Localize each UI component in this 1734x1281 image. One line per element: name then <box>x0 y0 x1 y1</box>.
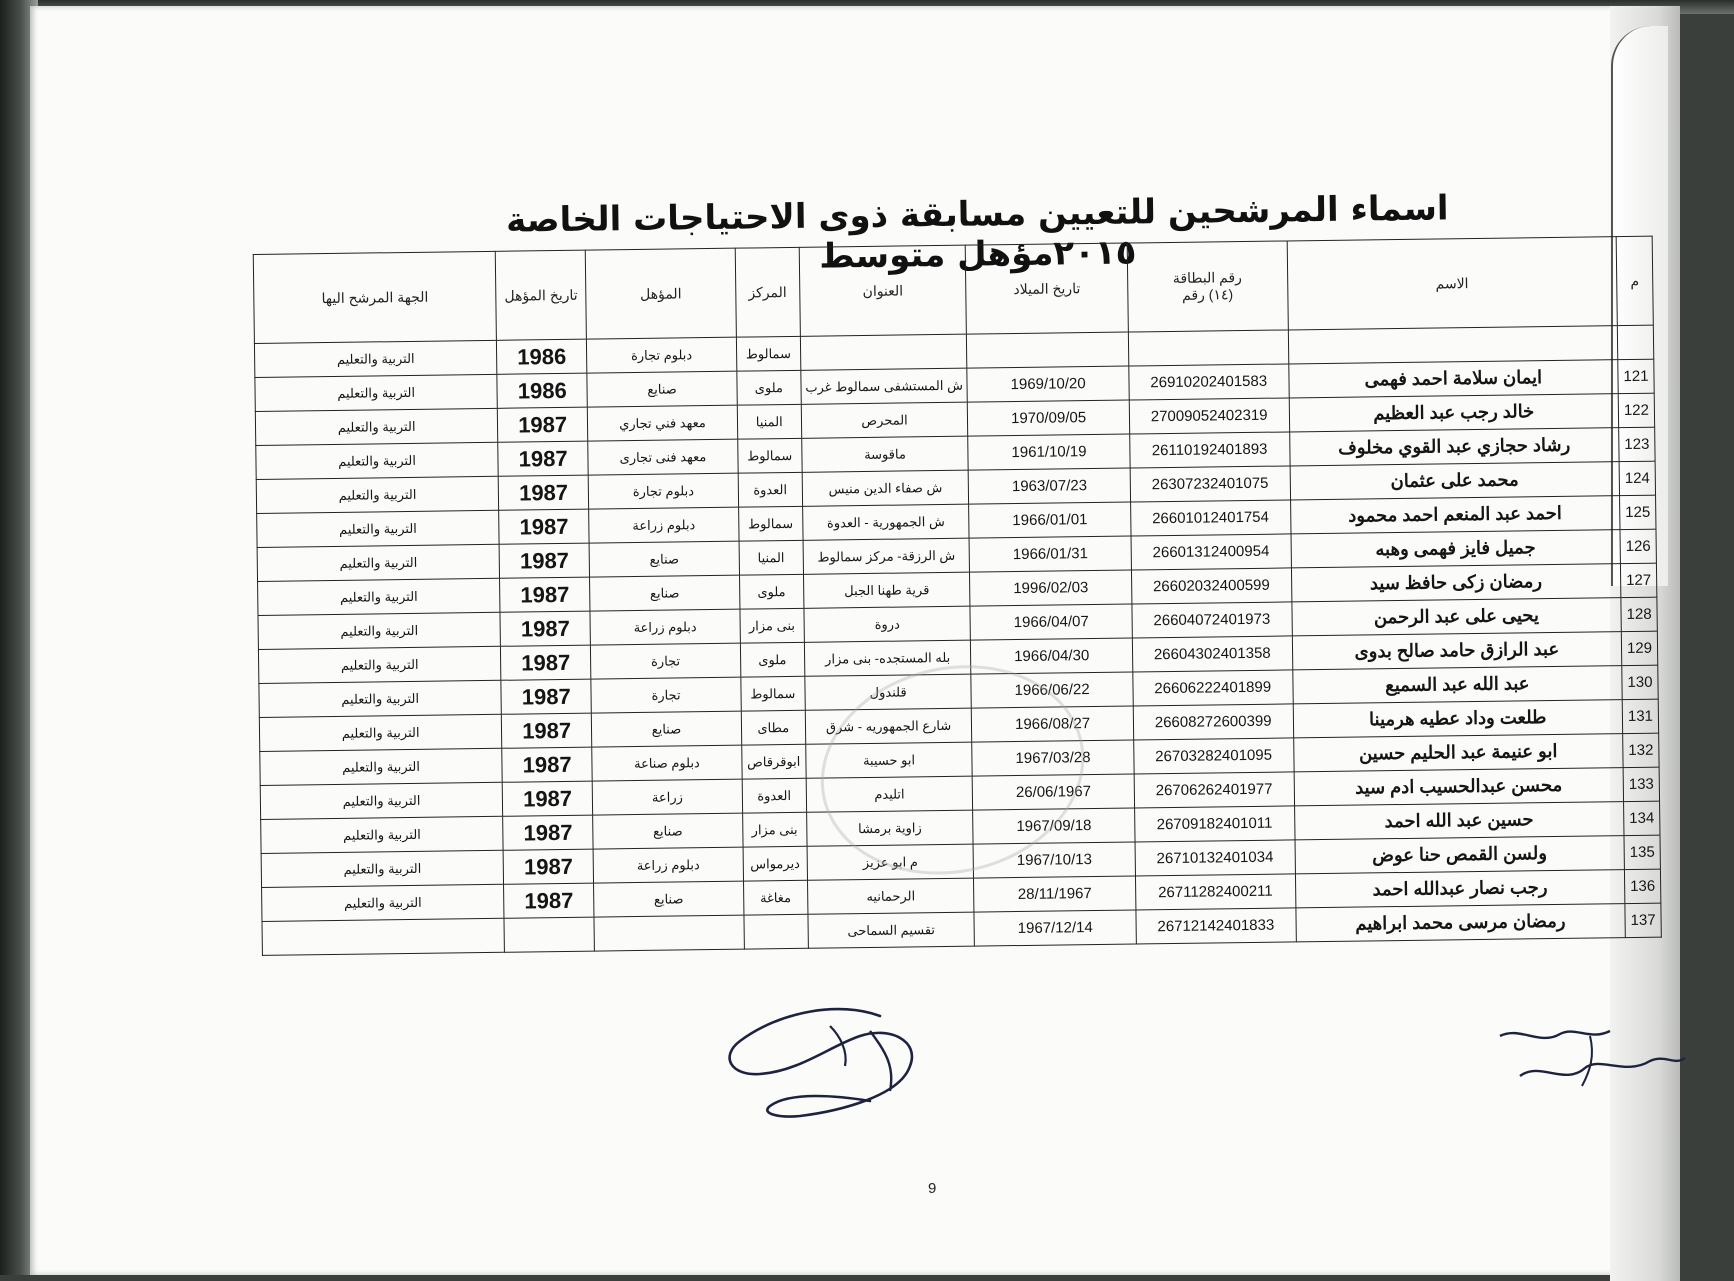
cell-qualification: دبلوم تجارة <box>588 473 738 509</box>
cell-card: 26706262401977 <box>1134 772 1294 808</box>
cell-destination: التربية والتعليم <box>261 816 504 853</box>
cell-num: 132 <box>1623 733 1659 767</box>
cell-num: 123 <box>1619 427 1655 461</box>
cell-destination: التربية والتعليم <box>260 782 503 819</box>
cell-address: ماقوسة <box>801 436 968 472</box>
header-card: رقم البطاقة (١٤) رقم <box>1127 241 1288 332</box>
cell-address: قلندول <box>805 674 972 710</box>
cell-card: 26709182401011 <box>1134 806 1294 842</box>
cell-center: مطاى <box>741 710 805 745</box>
cell-center: ملوى <box>740 642 804 677</box>
cell-center <box>744 914 808 949</box>
cell-center: العدوة <box>738 472 802 507</box>
cell-qual-year: 1987 <box>502 781 592 816</box>
header-num: م <box>1616 236 1653 325</box>
cell-qual-year: 1986 <box>497 339 587 374</box>
cell-name: ايمان سلامة احمد فهمى <box>1288 360 1618 398</box>
header-qual-year: تاريخ المؤهل <box>495 250 586 340</box>
cell-num: 133 <box>1623 767 1659 801</box>
cell-num: 126 <box>1620 529 1656 563</box>
cell-num: 135 <box>1624 835 1660 869</box>
header-birth: تاريخ الميلاد <box>966 243 1129 334</box>
cell-name: خالد رجب عبد العظيم <box>1289 394 1619 432</box>
cell-address: م ابو عزيز <box>807 844 974 880</box>
cell-qual-year: 1987 <box>501 645 591 680</box>
cell-qualification: تجارة <box>591 677 741 713</box>
cell-name: محسن عبدالحسيب ادم سيد <box>1294 768 1624 806</box>
cell-num: 127 <box>1620 563 1656 597</box>
cell-card: 26703282401095 <box>1134 738 1294 774</box>
cell-num <box>1617 325 1653 359</box>
header-address: العنوان <box>799 245 967 336</box>
sheet-content <box>252 177 1683 1016</box>
cell-name <box>1288 326 1618 364</box>
cell-qual-year: 1987 <box>502 713 592 748</box>
cell-name: رجب نصار عبدالله احمد <box>1295 870 1625 908</box>
cell-birth <box>967 332 1129 368</box>
cell-qual-year: 1987 <box>503 815 593 850</box>
cell-card: 26710132401034 <box>1135 840 1295 876</box>
cell-center: العدوة <box>742 778 806 813</box>
cell-name: يحيى على عبد الرحمن <box>1292 598 1622 636</box>
cell-qualification: تجارة <box>591 643 741 679</box>
cell-destination: التربية والتعليم <box>256 476 499 513</box>
document-title: اسماء المرشحين للتعيين مسابقة ذوى الاحتياجات الخاصة ٢٠١٥مؤهل متوسط <box>505 188 1449 277</box>
cell-card: 27009052402319 <box>1129 398 1289 434</box>
cell-birth: 1967/09/18 <box>973 808 1135 844</box>
cell-qualification: دبلوم تجارة <box>587 337 737 373</box>
cell-center: مغاغة <box>743 880 807 915</box>
cell-card: 26604072401973 <box>1132 602 1292 638</box>
cell-qual-year: 1987 <box>500 577 590 612</box>
cell-name: طلعت وداد عطيه هرمينا <box>1293 700 1623 738</box>
cell-destination: التربية والتعليم <box>259 680 502 717</box>
cell-birth: 1966/01/31 <box>969 536 1131 572</box>
cell-birth: 1996/02/03 <box>970 570 1132 606</box>
cell-qual-year: 1987 <box>498 441 588 476</box>
cell-destination <box>262 918 505 955</box>
cell-num: 128 <box>1621 597 1657 631</box>
cell-card <box>1128 330 1288 366</box>
cell-num: 122 <box>1618 393 1654 427</box>
cell-destination: التربية والتعليم <box>258 646 501 683</box>
cell-card: 26910202401583 <box>1129 364 1289 400</box>
cell-address: شارع الجمهوريه - شرق <box>805 708 972 744</box>
cell-address: المحرص <box>801 402 968 438</box>
cell-birth: 1967/10/13 <box>973 842 1135 878</box>
cell-center: ملوى <box>737 370 801 405</box>
cell-destination: التربية والتعليم <box>255 408 498 445</box>
cell-destination: التربية والتعليم <box>261 850 504 887</box>
cell-birth: 26/06/1967 <box>973 774 1135 810</box>
cell-num: 136 <box>1624 869 1660 903</box>
cell-num: 124 <box>1619 461 1655 495</box>
right-signature <box>1490 1016 1690 1106</box>
page-number: 9 <box>928 1180 937 1197</box>
header-destination: الجهة المرشح اليها <box>253 251 496 343</box>
cell-destination: التربية والتعليم <box>260 748 503 785</box>
cell-name: جميل فايز فهمى وهبه <box>1291 530 1621 568</box>
document-page <box>30 6 1680 1275</box>
cell-card: 26711282400211 <box>1135 874 1295 910</box>
header-name: الاسم <box>1287 237 1618 330</box>
cell-qualification: صنايع <box>589 541 739 577</box>
cell-address <box>800 334 967 370</box>
cell-qual-year: 1987 <box>499 543 589 578</box>
cell-birth: 1966/08/27 <box>972 706 1134 742</box>
cell-qualification: دبلوم صناعة <box>592 745 742 781</box>
cell-birth: 1969/10/20 <box>967 366 1129 402</box>
cell-qualification: زراعة <box>592 779 742 815</box>
cell-address: ش المستشفى سمالوط غرب <box>801 368 968 404</box>
header-center: المركز <box>735 247 800 337</box>
cell-address: دروة <box>804 606 971 642</box>
cell-center: المنيا <box>737 404 801 439</box>
cell-name: رمضان زكى حافظ سيد <box>1291 564 1621 602</box>
cell-address: ش الرزقة- مركز سمالوط <box>803 538 970 574</box>
cell-qualification: صنايع <box>587 371 737 407</box>
cell-destination: التربية والتعليم <box>259 714 502 751</box>
cell-destination: التربية والتعليم <box>254 340 497 377</box>
cell-center: ديرمواس <box>743 846 807 881</box>
cell-birth: 1966/01/01 <box>969 502 1131 538</box>
cell-qualification: دبلوم زراعة <box>590 609 740 645</box>
cell-name: ولسن القمص حنا عوض <box>1295 836 1625 874</box>
cell-center: بنى مزار <box>740 608 804 643</box>
cell-birth: 1966/04/30 <box>971 638 1133 674</box>
cell-qualification: معهد فنى تجارى <box>588 439 738 475</box>
cell-center: ابوقرقاص <box>742 744 806 779</box>
cell-num: 131 <box>1622 699 1658 733</box>
cell-qual-year: 1987 <box>503 849 593 884</box>
cell-qualification <box>594 915 744 951</box>
cell-birth: 1966/04/07 <box>970 604 1132 640</box>
cell-num: 137 <box>1625 903 1661 937</box>
cell-birth: 1961/10/19 <box>968 434 1130 470</box>
cell-num: 130 <box>1622 665 1658 699</box>
cell-num: 125 <box>1620 495 1656 529</box>
cell-center: سمالوط <box>738 438 802 473</box>
cell-qual-year: 1987 <box>498 407 588 442</box>
cell-card: 26307232401075 <box>1130 466 1290 502</box>
cell-card: 26606222401899 <box>1133 670 1293 706</box>
cell-qual-year: 1987 <box>504 883 594 918</box>
cell-card: 26601312400954 <box>1131 534 1291 570</box>
cell-qual-year: 1987 <box>498 475 588 510</box>
cell-num: 129 <box>1621 631 1657 665</box>
cell-qualification: صنايع <box>594 881 744 917</box>
cell-card: 26608272600399 <box>1133 704 1293 740</box>
cell-address: تقسيم السماحى <box>808 912 975 948</box>
cell-name: احمد عبد المنعم احمد محمود <box>1290 496 1620 534</box>
cell-num: 121 <box>1618 359 1654 393</box>
cell-qual-year: 1987 <box>500 611 590 646</box>
cell-center: سمالوط <box>736 336 800 371</box>
cell-address: بله المستجده- بنى مزار <box>804 640 971 676</box>
cell-address: اتليدم <box>806 776 973 812</box>
cell-birth: 1967/12/14 <box>974 910 1136 946</box>
header-qualification: المؤهل <box>585 248 736 339</box>
cell-address: زاوية برمشا <box>806 810 973 846</box>
cell-center: سمالوط <box>738 506 802 541</box>
cell-name: عبد الله عبد السميع <box>1292 666 1622 704</box>
left-signature <box>720 996 950 1136</box>
cell-qualification: صنايع <box>590 575 740 611</box>
cell-card: 26602032400599 <box>1131 568 1291 604</box>
cell-qualification: صنايع <box>591 711 741 747</box>
cell-card: 26110192401893 <box>1130 432 1290 468</box>
cell-birth: 1966/06/22 <box>971 672 1133 708</box>
cell-destination: التربية والتعليم <box>257 510 500 547</box>
cell-address: الرحمانيه <box>807 878 974 914</box>
cell-qual-year <box>504 917 594 952</box>
cell-center: بنى مزار <box>742 812 806 847</box>
cell-qualification: دبلوم زراعة <box>593 847 743 883</box>
cell-qualification: معهد فني تجاري <box>587 405 737 441</box>
cell-qual-year: 1987 <box>499 509 589 544</box>
cell-name: ابو عنيمة عبد الحليم حسين <box>1293 734 1623 772</box>
cell-num: 134 <box>1624 801 1660 835</box>
cell-destination: التربية والتعليم <box>258 578 501 615</box>
cell-qual-year: 1987 <box>502 747 592 782</box>
cell-address: ابو حسيبة <box>805 742 972 778</box>
cell-name: عبد الرازق حامد صالح بدوى <box>1292 632 1622 670</box>
cell-center: سمالوط <box>741 676 805 711</box>
cell-qualification: صنايع <box>593 813 743 849</box>
cell-name: رمضان مرسى محمد ابراهيم <box>1296 904 1626 942</box>
cell-address: قرية طهنا الجبل <box>803 572 970 608</box>
cell-center: المنيا <box>739 540 803 575</box>
cell-name: محمد على عثمان <box>1290 462 1620 500</box>
cell-birth: 1967/03/28 <box>972 740 1134 776</box>
cell-destination: التربية والتعليم <box>257 544 500 581</box>
cell-card: 26604302401358 <box>1132 636 1292 672</box>
cell-address: ش صفاء الدين منيس <box>802 470 969 506</box>
cell-qual-year: 1986 <box>497 373 587 408</box>
cell-qualification: دبلوم زراعة <box>589 507 739 543</box>
cell-center: ملوى <box>739 574 803 609</box>
cell-name: حسين عبد الله احمد <box>1294 802 1624 840</box>
cell-destination: التربية والتعليم <box>256 442 499 479</box>
cell-name: رشاد حجازي عبد القوي مخلوف <box>1289 428 1619 466</box>
cell-card: 26712142401833 <box>1136 908 1296 944</box>
cell-birth: 1963/07/23 <box>969 468 1131 504</box>
cell-card: 26601012401754 <box>1130 500 1290 536</box>
cell-qual-year: 1987 <box>501 679 591 714</box>
cell-destination: التربية والتعليم <box>255 374 498 411</box>
cell-destination: التربية والتعليم <box>262 884 505 921</box>
cell-destination: التربية والتعليم <box>258 612 501 649</box>
cell-address: ش الجمهورية - العدوة <box>802 504 969 540</box>
cell-birth: 28/11/1967 <box>974 876 1136 912</box>
cell-birth: 1970/09/05 <box>968 400 1130 436</box>
